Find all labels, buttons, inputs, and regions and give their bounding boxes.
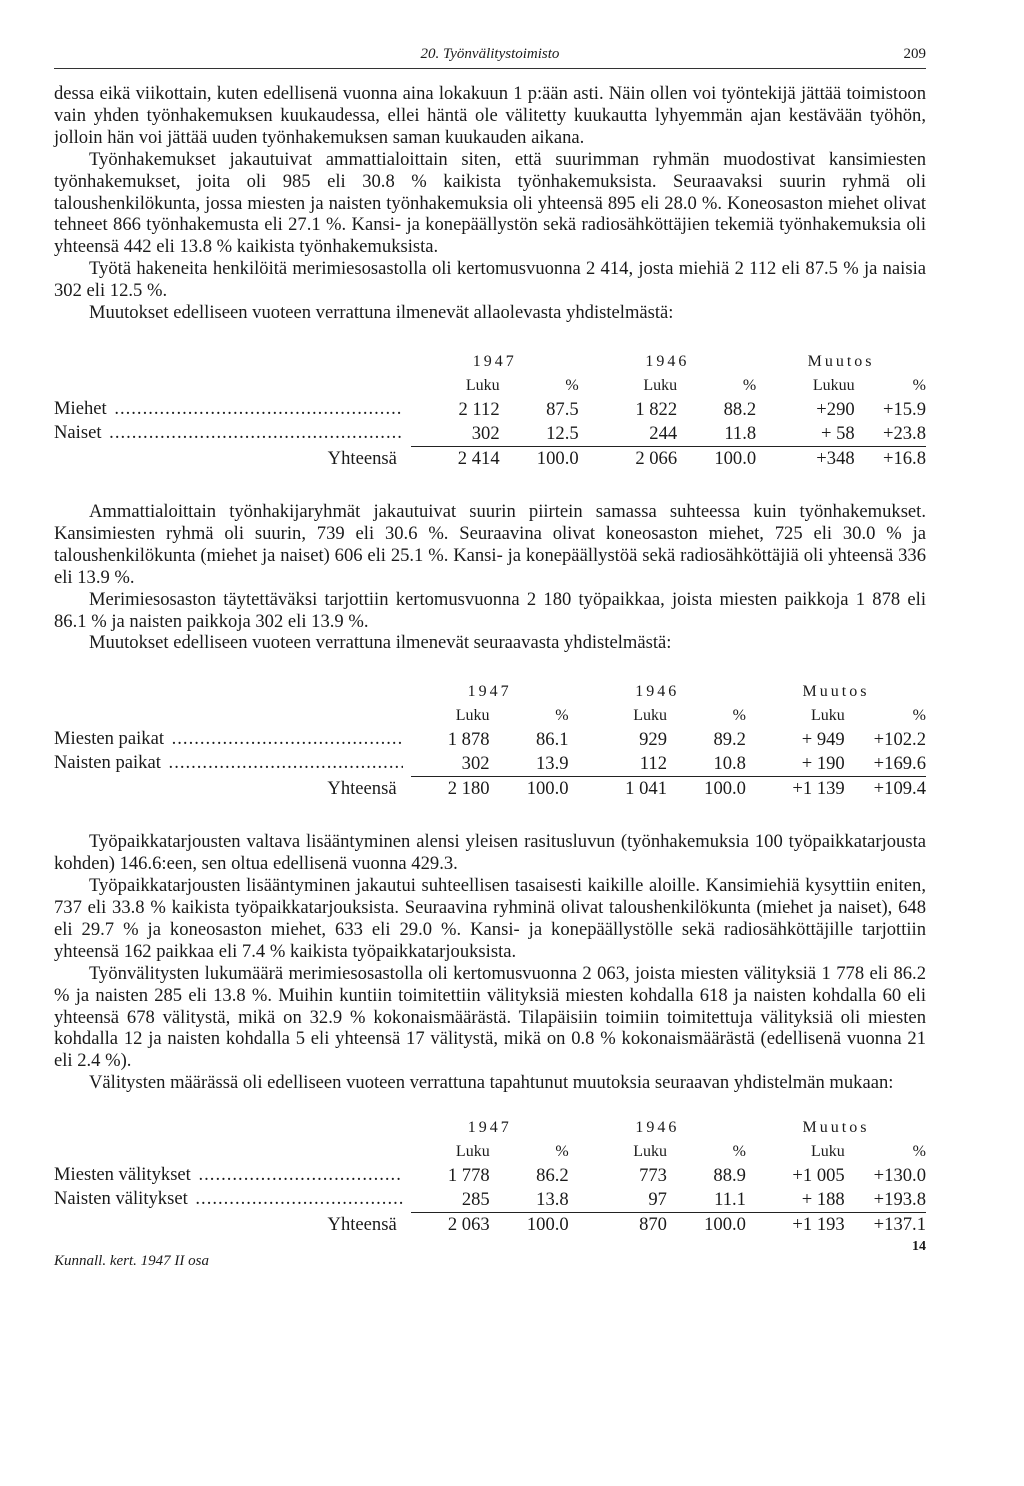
paragraph: Ammattialoittain työnhakijaryhmät jakautuivat suurin piirtein samassa suhteessa kuin työnhakemukset. Kansimiesten ryhmä oli suurin, 739 eli 30.6 %. Seuraavina olivat koneosaston miehet, 725 eli 30.0 % ja taloushenkilökunta (miehet ja naiset) 606 eli 25.1 %. Kansi- ja konepäällystöä sekä radiosähköttäjiä oli yhteensä 336 eli 13.9 %.	[54, 500, 926, 588]
table-cell: 302	[471, 422, 500, 444]
table-cell: +23.8	[882, 422, 926, 444]
total-row	[54, 446, 926, 471]
jobs-table	[54, 680, 926, 801]
column-header: Luku	[810, 707, 845, 725]
year-header: 1947	[472, 352, 517, 370]
table-cell: 12.5	[546, 422, 579, 444]
table-cell: 97	[648, 1189, 667, 1211]
column-header: %	[912, 376, 926, 394]
table-cell: 100.0	[500, 446, 579, 471]
year-header: 1946	[635, 1119, 680, 1137]
table-cell: + 58	[820, 422, 855, 444]
row-label: Naisten välitykset	[54, 1188, 188, 1210]
table-cell: +130.0	[873, 1165, 926, 1187]
table-cell: 100.0	[667, 1213, 746, 1238]
table-cell: 2 414	[411, 446, 500, 471]
column-header: Luku	[465, 376, 500, 394]
table-cell: 87.5	[546, 398, 579, 420]
source-note: Kunnall. kert. 1947 II osa	[54, 1253, 209, 1270]
column-header: %	[565, 376, 579, 394]
table-cell: 11.1	[714, 1189, 746, 1211]
table-cell: 100.0	[490, 777, 569, 802]
change-header: Muutos	[802, 683, 870, 701]
paragraph: Välitysten määrässä oli edelliseen vuoteen verrattuna tapahtunut muutoksia seuraavan yhdistelmän mukaan:	[89, 1072, 894, 1094]
table-cell: 89.2	[713, 729, 746, 751]
column-header: %	[555, 1143, 569, 1161]
year-header: 1947	[467, 683, 512, 701]
total-row	[54, 777, 926, 802]
paragraph: Työpaikkatarjousten valtava lisääntyminen alensi yleisen rasitusluvun (työnhakemuksia 100 työpaikkatarjousta kohden) 146.6:een, sen oltua edellisenä vuonna 429.3.	[54, 831, 926, 875]
column-header: %	[742, 376, 757, 394]
table-cell: 244	[649, 422, 678, 444]
table-cell: +102.2	[873, 729, 926, 751]
total-label: Yhteensä	[327, 778, 397, 800]
column-header: %	[732, 1143, 746, 1161]
table-cell: 929	[639, 729, 667, 751]
table-row	[54, 1164, 926, 1188]
table-cell: 13.8	[536, 1189, 569, 1211]
table-cell: +348	[756, 446, 855, 471]
table-cell: +109.4	[845, 777, 926, 802]
table-cell: 2 112	[458, 398, 500, 420]
row-label: Naiset	[54, 421, 102, 443]
table-cell: 1 041	[569, 777, 667, 802]
table-cell: 11.8	[724, 422, 757, 444]
paragraph: Muutokset edelliseen vuoteen verrattuna ilmenevät allaolevasta yhdistelmästä:	[89, 302, 674, 324]
total-row	[54, 1213, 926, 1238]
column-header: %	[912, 707, 926, 725]
column-header: %	[732, 707, 746, 725]
signature-mark: 14	[912, 1239, 926, 1255]
paragraph: Työpaikkatarjousten lisääntyminen jakautui suhteellisen tasaisesti kaikille aloille. Kansimiehiä kysyttiin eniten, 737 eli 33.8 % kaikista työpaikkatarjouksista. Seuraavina ryhminä olivat taloushenkilökunta (miehet ja naiset), 648 eli 29.7 % ja koneosaston miehet, 633 eli 29.0 %. Kansi- ja konepäällystölle sekä radiosähköttäjille tarjottiin yhteensä 162 paikkaa eli 7.4 % kaikista työpaikkatarjouksista.	[54, 875, 926, 962]
row-label: Naisten paikat	[54, 752, 161, 774]
table-cell: +137.1	[845, 1213, 926, 1238]
page-number: 209	[903, 46, 926, 62]
running-title: 20. Työnvälitystoimisto	[420, 46, 560, 62]
table-cell: +16.8	[855, 446, 926, 471]
table-cell: 86.1	[536, 729, 569, 751]
column-header: Luku	[455, 707, 490, 725]
row-label: Miesten paikat	[54, 728, 164, 750]
table-cell: + 190	[801, 753, 845, 775]
paragraph: dessa eikä viikottain, kuten edellisenä vuonna aina lokakuun 1 p:ään asti. Näin ollen voi työntekijä jättää toimistoon vain yhden työnhakemuksen kuukaudessa, ellei häntä ole välitetty kuukautta lyhyemmän ajan kestävään työhön, jolloin hän voi jättää uuden työnhakemuksen saman kuukauden aikana.	[54, 83, 926, 148]
table-cell: 10.8	[713, 753, 746, 775]
column-header: Luku	[810, 1143, 845, 1161]
table-cell: +1 139	[746, 777, 845, 802]
table-cell: 86.2	[536, 1165, 569, 1187]
table-cell: + 188	[801, 1189, 845, 1211]
table-row	[54, 728, 926, 752]
column-header: Luku	[633, 1143, 667, 1161]
table-cell: 88.2	[723, 398, 757, 420]
applicants-table	[54, 350, 926, 471]
column-header: Luku	[643, 376, 678, 394]
table-cell: 1 778	[447, 1165, 490, 1187]
paragraph: Merimiesosaston täytettäväksi tarjottiin kertomusvuonna 2 180 työpaikkaa, joista miesten paikkoja 1 878 eli 86.1 % ja naisten paikkoja 302 eli 13.9 %.	[54, 588, 926, 632]
table-cell: +193.8	[873, 1189, 926, 1211]
table-cell: 302	[461, 753, 490, 775]
column-header: Luku	[633, 707, 667, 725]
table-cell: +169.6	[873, 753, 926, 775]
document-page	[54, 40, 926, 1277]
table-cell: 2 180	[411, 777, 490, 802]
table-cell: 1 878	[447, 729, 490, 751]
table-cell: 1 822	[635, 398, 678, 420]
table-cell: +15.9	[882, 398, 926, 420]
year-header: 1947	[467, 1119, 512, 1137]
paragraph: Työnhakemukset jakautuivat ammattialoittain siten, että suurimman ryhmän muodostivat kansimiesten työnhakemukset, joita oli 985 eli 30.8 % kaikista työnhakemuksista. Seuraavaksi suurin ryhmä oli taloushenkilökunta, jossa miesten ja naisten työnhakemuksia oli yhteensä 895 eli 28.0 %. Koneosaston miehet olivat tehneet 866 työnhakemusta eli 27.1 %. Kansi- ja konepäällystön sekä radiosähköttäjien tekemiä työnhakemuksia oli yhteensä 442 eli 13.8 % kaikista työnhakemuksista.	[54, 148, 926, 258]
table-cell: +1 005	[792, 1165, 845, 1187]
column-header: Luku	[455, 1143, 490, 1161]
table-cell: +290	[816, 398, 855, 420]
column-header: %	[555, 707, 569, 725]
table-cell: 100.0	[667, 777, 746, 802]
table-cell: 100.0	[677, 446, 756, 471]
change-header: Muutos	[807, 352, 875, 370]
column-header: Lukuu	[812, 376, 855, 394]
table-cell: 870	[569, 1213, 667, 1238]
paragraph: Työtä hakeneita henkilöitä merimiesosastolla oli kertomusvuonna 2 414, josta miehiä 2 112 eli 87.5 % ja naisia 302 eli 12.5 %.	[54, 258, 926, 302]
column-header: %	[912, 1143, 926, 1161]
table-row	[54, 1188, 926, 1213]
table-row	[54, 398, 926, 422]
table-cell: 112	[639, 753, 667, 775]
paragraph: Työnvälitysten lukumäärä merimiesosastolla oli kertomusvuonna 2 063, joista miesten välityksiä 1 778 eli 86.2 % ja naisten 285 eli 13.8 %. Muihin kuntiin toimitettiin välityksiä miesten kohdalla 618 ja naisten kohdalla 60 eli yhteensä 678 välitystä, mikä on 32.9 % kokonaismäärästä. Tilapäisiin toimiin toimitettuja välityksiä oli miesten kohdalla 12 ja naisten kohdalla 5 eli yhteensä 17 välitystä, mikä on 0.8 % kokonaismäärästä (edellisenä vuonna 21 eli 2.4 %).	[54, 962, 926, 1072]
table-cell: 285	[461, 1189, 490, 1211]
table-cell: 100.0	[490, 1213, 569, 1238]
table-cell: 13.9	[536, 753, 569, 775]
table-cell: 88.9	[713, 1165, 746, 1187]
change-header: Muutos	[802, 1119, 870, 1137]
page-footer	[54, 1239, 926, 1277]
table-row	[54, 422, 926, 447]
table-row	[54, 752, 926, 777]
row-label: Miehet	[54, 397, 107, 419]
table-cell: 2 066	[579, 446, 678, 471]
placements-table	[54, 1116, 926, 1237]
year-header: 1946	[645, 352, 690, 370]
year-header: 1946	[635, 683, 680, 701]
paragraph: Muutokset edelliseen vuoteen verrattuna ilmenevät seuraavasta yhdistelmästä:	[89, 632, 672, 654]
table-cell: 773	[639, 1165, 667, 1187]
table-cell: + 949	[801, 729, 845, 751]
total-label: Yhteensä	[327, 447, 397, 469]
table-cell: +1 193	[746, 1213, 845, 1238]
running-head	[54, 40, 926, 69]
total-label: Yhteensä	[327, 1213, 397, 1235]
row-label: Miesten välitykset	[54, 1164, 191, 1186]
table-cell: 2 063	[411, 1213, 490, 1238]
